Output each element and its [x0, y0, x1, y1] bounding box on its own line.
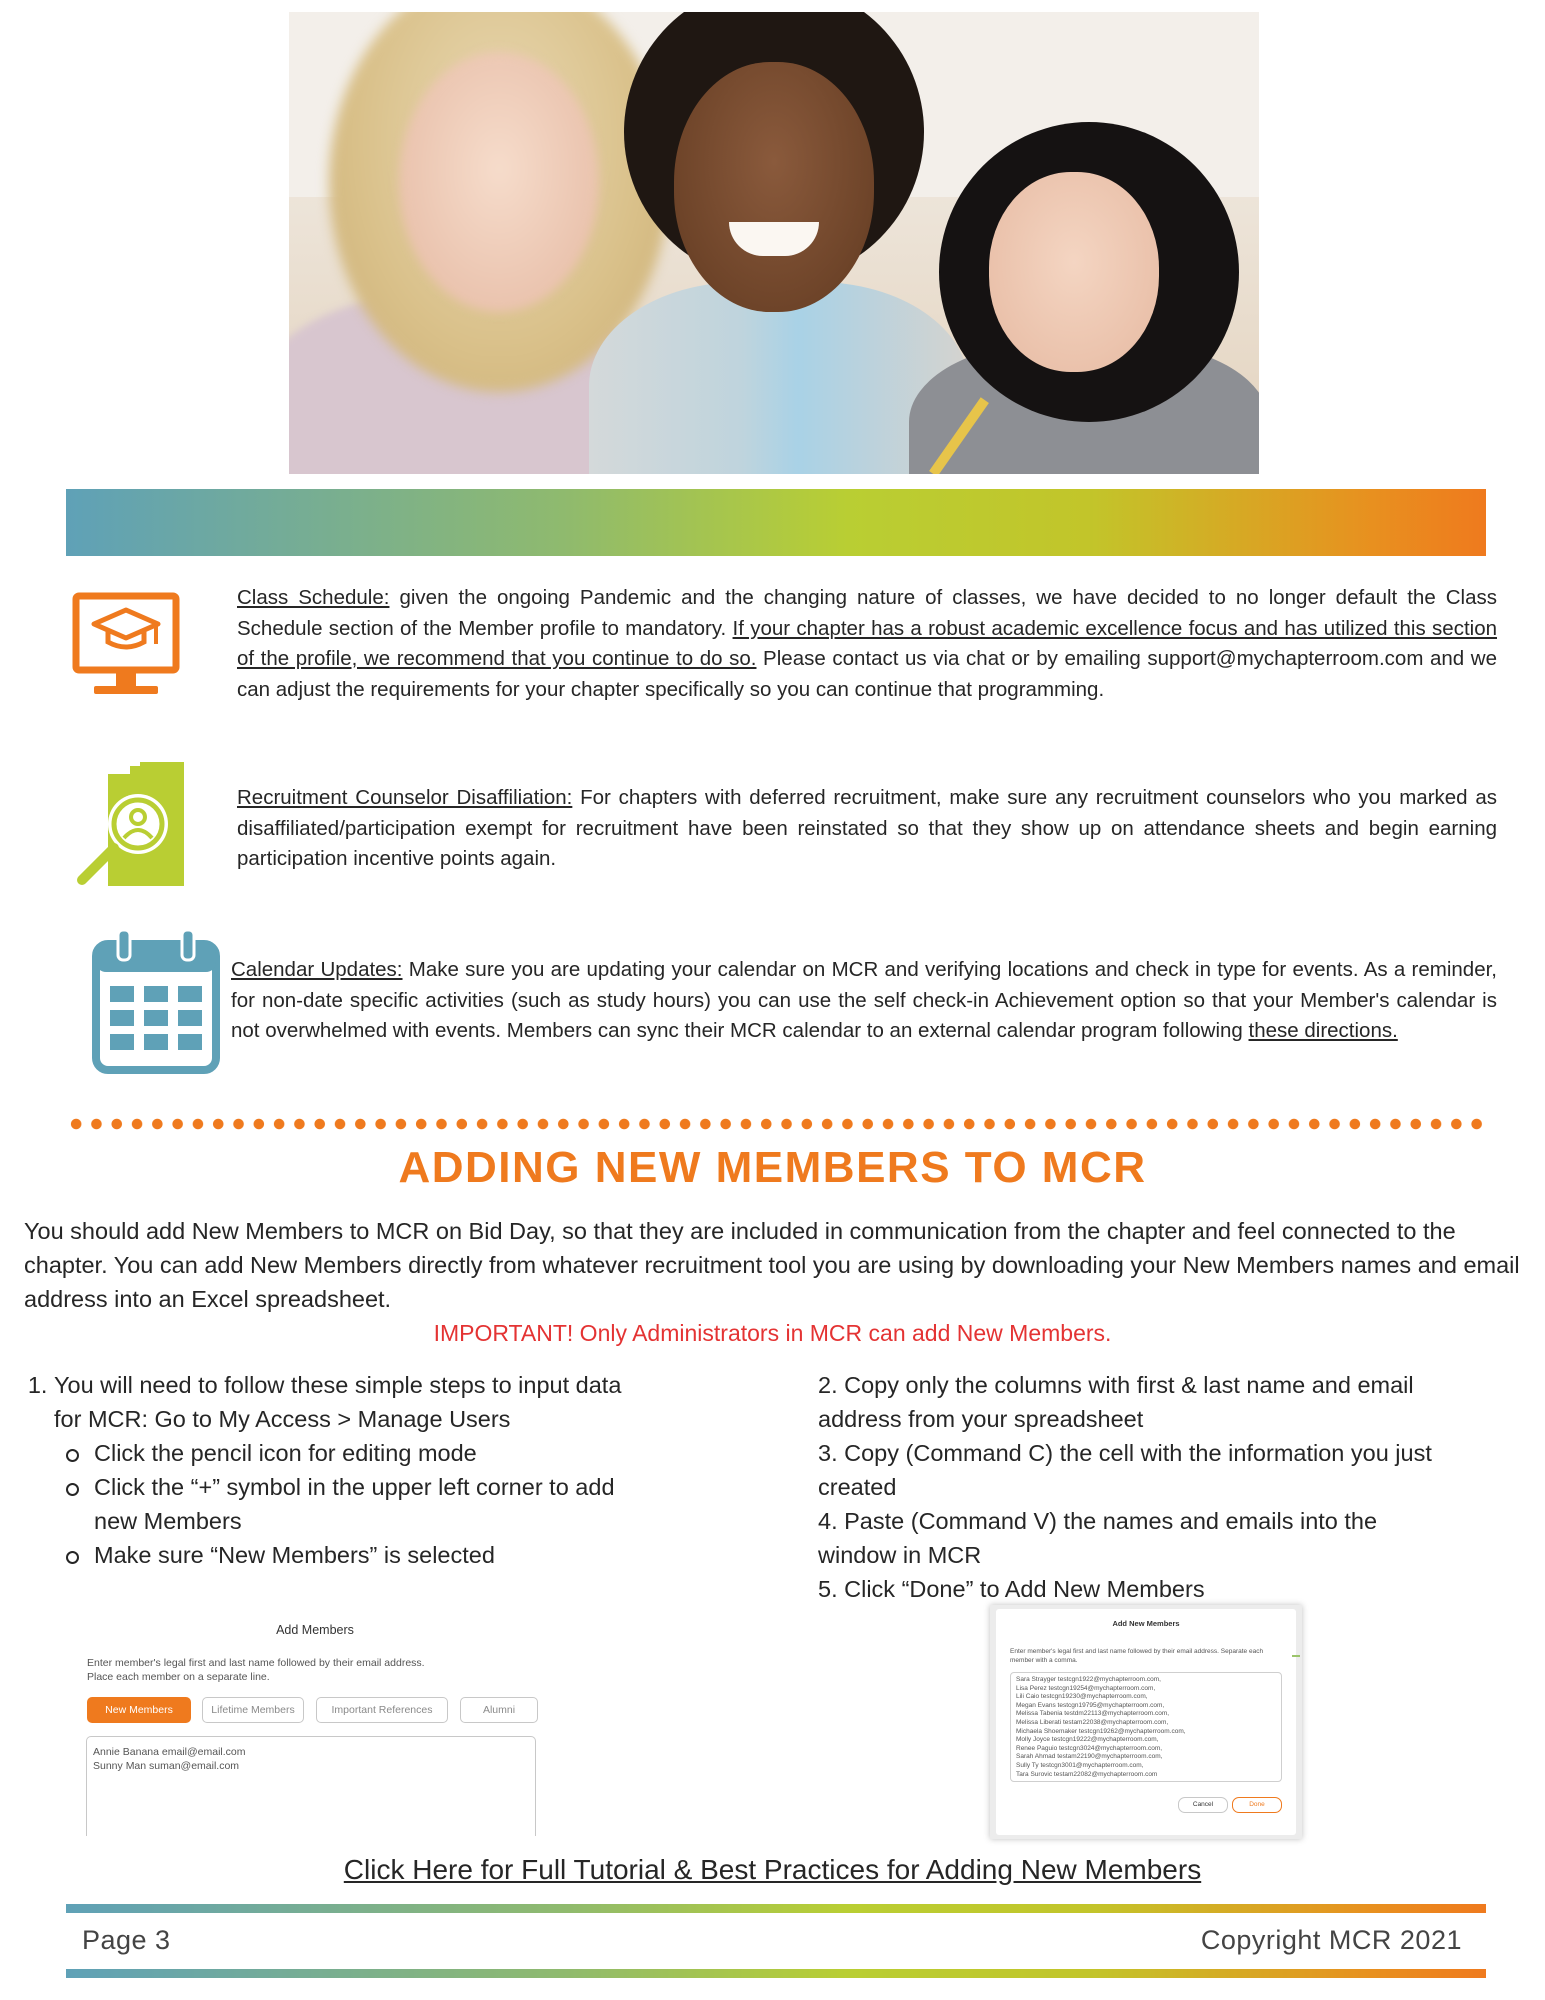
page-number: Page 3 — [82, 1925, 171, 1955]
step-1: 1. You will need to follow these simple steps to input data for MCR: Go to My Access > Manage Users Click the pencil icon for editing mode Click the “+” symbol in the upper left corner to add new Members Make sure “New Members” is selected — [54, 1368, 652, 1572]
substep-item: Click the pencil icon for editing mode — [94, 1436, 652, 1470]
substep-item: Make sure “New Members” is selected — [94, 1538, 652, 1572]
cancel-button[interactable]: Cancel — [1178, 1797, 1228, 1813]
footer-gradient-line-bottom — [66, 1969, 1486, 1978]
tutorial-link[interactable]: Click Here for Full Tutorial & Best Practices for Adding New Members — [343, 1854, 1202, 1885]
dialog-title: Add Members — [276, 1623, 354, 1637]
tab-alumni[interactable]: Alumni — [460, 1697, 538, 1723]
step-5: 5. Click “Done” to Add New Members — [818, 1576, 1205, 1602]
copyright: Copyright MCR 2021 — [1200, 1925, 1462, 1955]
dialog-description: Enter member's legal first and last name followed by their email address. Separate each member with a comma. — [1010, 1648, 1264, 1664]
recruitment-title: Recruitment Counselor Disaffiliation: — [237, 786, 573, 809]
intro-paragraph: You should add New Members to MCR on Bid Day, so that they are included in communication from the chapter and feel connected to the chapter. You can add New Members directly from whatever recruitment tool you are using by downloading your New Members names and email address into an Excel spreadsheet. — [24, 1218, 1520, 1312]
class-schedule-paragraph: Class Schedule: given the ongoing Pandemic and the changing nature of classes, we have decided to no longer default the Class Schedule section of the Member profile to mandatory. If your chapter has a robust academic excellence focus and has utilized this section of the profile, we recommend that you continue to do so. Please contact us via chat or by emailing support@mychapterroom.com and we can adjust the requirements for your chapter specifically so you can continue that programming. — [237, 586, 1497, 701]
tab-lifetime-members[interactable]: Lifetime Members — [202, 1697, 304, 1723]
step-2: 2. Copy only the columns with first & last name and email address from your spreadsheet — [818, 1372, 1414, 1432]
directions-link[interactable]: these directions. — [1248, 1019, 1398, 1042]
add-new-members-screenshot — [990, 1605, 1302, 1839]
monitor-graduation-cap-icon — [72, 592, 180, 698]
calendar-title: Calendar Updates: — [231, 958, 403, 981]
add-new-members-dialog — [996, 1609, 1296, 1835]
members-textarea[interactable]: Sara Strayger testcgn1922@mychapterroom.com, Lisa Perez testcgn19254@mychapterroom.com, Lili Caio testcgn19230@mychapterroom.com, Megan Evans testcgn19795@mychapterroom.com, Melissa Tabenia testdm22113@mychapterroom.com, Melissa Liberati testam22038@mychapterroom.com, Michaela Shoemaker testcgn19262@mychapterroom.com, Molly Joyce testcgn19222@mychapterroom.com, Renee Paguio testcgn3024@mychapterroom.com, Sarah Ahmad testam22190@mychapterroom.com, Sully Ty testcgn3001@mychapterroom.com, Tara Surovic testam22082@mychapterroom.com — [1010, 1672, 1282, 1782]
calendar-icon — [92, 930, 220, 1076]
substep-item: Click the “+” symbol in the upper left corner to add new Members — [94, 1470, 652, 1538]
recruitment-paragraph: Recruitment Counselor Disaffiliation: For chapters with deferred recruitment, make sure any recruitment counselors who you marked as disaffiliated/participation exempt for recruitment have been reinstated so that they show up on attendance sheets and begin earning participation incentive points again. — [237, 786, 1497, 870]
right-steps — [818, 1368, 1458, 1606]
class-schedule-title: Class Schedule: — [237, 586, 390, 609]
left-steps — [32, 1368, 652, 1572]
calendar-paragraph: Calendar Updates: Make sure you are updating your calendar on MCR and verifying locations and check in type for events. As a reminder, for non-date specific activities (such as study hours) you can use the self check-in Achievement option so that your Member's calendar is not overwhelmed with events. Members can sync their MCR calendar to an external calendar program following these directions. — [231, 958, 1498, 1042]
document-search-person-icon — [74, 762, 210, 890]
class-schedule-recommendation: If your chapter has a robust academic excellence focus and has utilized this section of the profile, we recommend that you continue to do so. — [237, 616, 1497, 670]
footer-gradient-line-top — [66, 1904, 1486, 1913]
tab-new-members[interactable]: New Members — [87, 1697, 191, 1723]
members-textarea[interactable]: Annie Banana email@email.com Sunny Man suman@email.com — [86, 1736, 536, 1836]
hero-photo — [289, 12, 1259, 474]
step-3: 3. Copy (Command C) the cell with the information you just created — [818, 1440, 1432, 1500]
step-4: 4. Paste (Command V) the names and emails into the window in MCR — [818, 1508, 1378, 1568]
add-members-screenshot — [80, 1614, 550, 1814]
substep-list — [54, 1436, 652, 1572]
section-heading: ADDING NEW MEMBERS TO MCR — [398, 1143, 1147, 1192]
tab-important-references[interactable]: Important References — [316, 1697, 448, 1723]
gradient-banner — [66, 489, 1486, 556]
dialog-description: Enter member's legal first and last name followed by their email address. Place each member on a separate line. — [87, 1657, 425, 1683]
done-button[interactable]: Done — [1232, 1797, 1282, 1813]
dotted-divider — [66, 1118, 1486, 1130]
important-notice: IMPORTANT! Only Administrators in MCR can add New Members. — [433, 1320, 1112, 1346]
dialog-title: Add New Members — [1112, 1619, 1180, 1628]
